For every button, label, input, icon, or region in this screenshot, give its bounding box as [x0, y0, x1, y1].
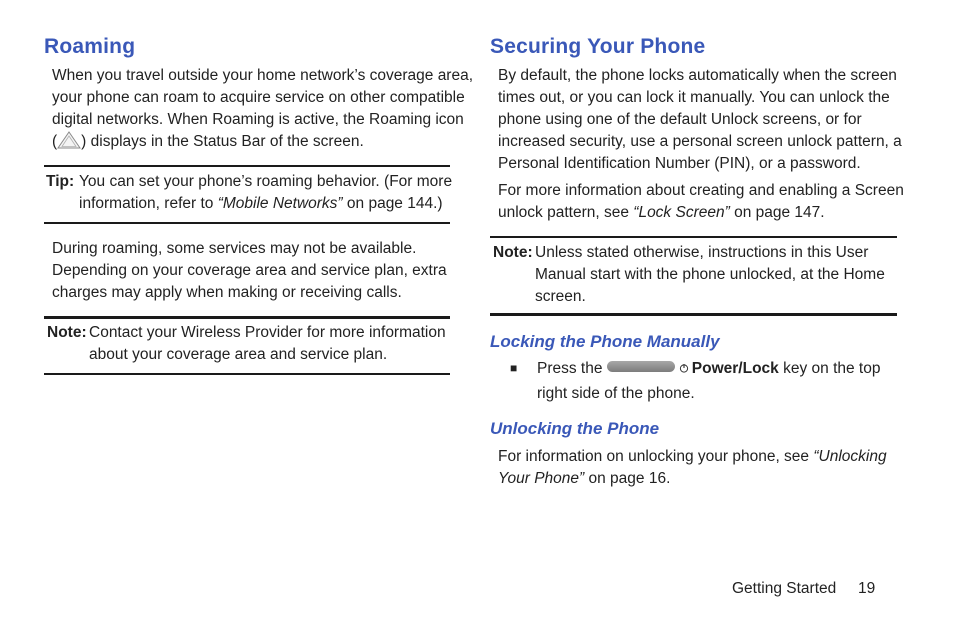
icon-close-text: ) displays in the Status Bar of the screen.	[81, 133, 364, 150]
right-note-top-rule	[490, 236, 897, 238]
unlocking-subheading: Unlocking the Phone	[490, 419, 660, 438]
securing-line: times out, or you can lock it manually. You can unlock the	[498, 89, 890, 106]
roaming-services-paragraph	[52, 238, 447, 304]
note-label: Note:	[47, 324, 87, 341]
roaming-intro-line: When you travel outside your home network’s coverage area,	[52, 67, 474, 84]
power-lock-key-label: Power/Lock	[691, 360, 779, 377]
bullet-square-icon: ■	[510, 361, 518, 375]
icon-open-paren: (	[52, 133, 58, 150]
securing-heading: Securing Your Phone	[490, 35, 706, 58]
note-line: about your coverage area and service plan.	[89, 346, 388, 363]
more-info-line: For more information about creating and enabling a Screen	[498, 182, 904, 199]
securing-line: Personal Identification Number (PIN), or a password.	[498, 155, 861, 172]
right-note-line: screen.	[535, 288, 586, 305]
more-info-line: unlock pattern, see “Lock Screen” on page 147.	[498, 204, 825, 221]
right-note-box	[493, 242, 897, 308]
roaming-services-line: During roaming, some services may not be available.	[52, 240, 417, 257]
power-key-pill-icon	[607, 361, 675, 372]
unlocking-line: For information on unlocking your phone, see “Unlocking	[498, 448, 887, 465]
press-line: Press the Power/Lock key on the top	[537, 357, 880, 381]
unlocking-line: Your Phone” on page 16.	[498, 470, 671, 487]
unlocking-your-phone-reference: “Unlocking	[813, 448, 887, 465]
press-line: right side of the phone.	[537, 385, 695, 402]
securing-line: phone using one of the default Unlock screens, or for	[498, 111, 862, 128]
securing-line: increased security, use a personal screen unlock pattern, a	[498, 133, 902, 150]
roaming-services-line: charges may apply when making or receiving calls.	[52, 284, 402, 301]
roaming-intro-line-icon	[52, 131, 473, 153]
securing-default-paragraph	[498, 65, 902, 175]
mobile-networks-reference: “Mobile Networks”	[217, 195, 343, 212]
tip-label: Tip:	[46, 173, 75, 190]
securing-line: By default, the phone locks automatically when the screen	[498, 67, 897, 84]
right-note-line: Manual start with the phone unlocked, at the Home	[535, 266, 885, 283]
footer-page-number: 19	[858, 580, 876, 597]
tip-line: information, refer to “Mobile Networks” on page 144.)	[79, 195, 443, 212]
unlocking-paragraph	[498, 446, 887, 490]
note-top-rule	[44, 316, 450, 319]
right-note-bottom-rule	[490, 313, 897, 316]
note-line: Contact your Wireless Provider for more information	[89, 324, 446, 341]
tip-top-rule	[44, 165, 450, 167]
right-note-label: Note:	[493, 244, 533, 261]
footer-section-title: Getting Started	[732, 580, 837, 597]
note-box	[47, 322, 450, 366]
right-note-line: Unless stated otherwise, instructions in this User	[535, 244, 869, 261]
tip-line: You can set your phone’s roaming behavior. (For more	[79, 173, 453, 190]
tip-bottom-rule	[44, 222, 450, 224]
lock-screen-reference: “Lock Screen”	[633, 204, 730, 221]
roaming-triangle-icon	[57, 131, 81, 149]
more-info-paragraph	[498, 180, 904, 224]
tip-box	[46, 171, 453, 215]
roaming-services-line: Depending on your coverage area and service plan, extra	[52, 262, 447, 279]
roaming-intro-line: digital networks. When Roaming is active, the Roaming icon	[52, 111, 464, 128]
note-bottom-rule	[44, 373, 450, 375]
power-icon	[679, 357, 689, 367]
roaming-heading: Roaming	[44, 35, 136, 58]
roaming-intro-line: your phone can roam to acquire service on other compatible	[52, 89, 465, 106]
roaming-intro	[52, 65, 473, 153]
press-power-instruction	[537, 357, 880, 407]
unlocking-your-phone-reference: Your Phone”	[498, 470, 585, 487]
locking-subheading: Locking the Phone Manually	[490, 332, 720, 351]
